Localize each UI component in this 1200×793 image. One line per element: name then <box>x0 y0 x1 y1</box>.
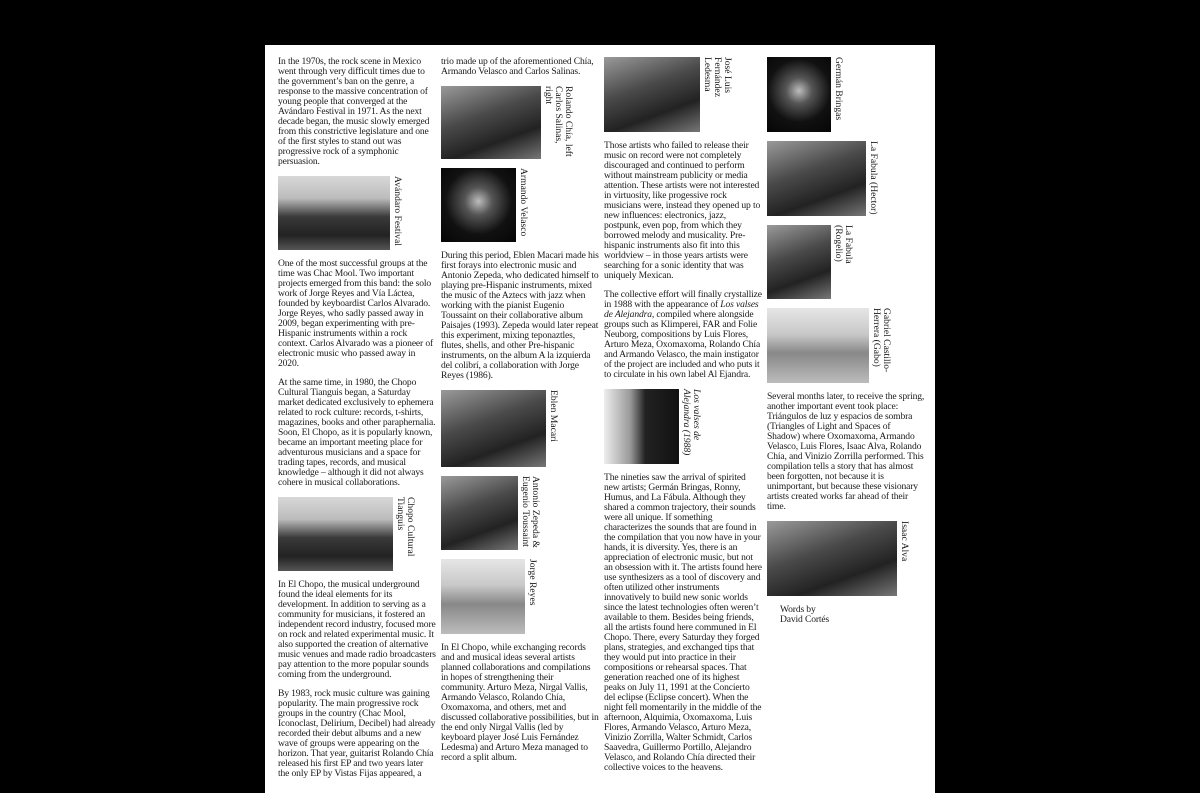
photo-caption: Armando Velasco <box>518 168 529 237</box>
photo-caption: Isaac Alva <box>899 521 910 562</box>
1983-paragraph: By 1983, rock music culture was gaining popularity. The main progressive rock groups in the country (Chac Mool, Iconoclast, Delirium, Decibel) had already recorded their debut albums and a new wave of groups were appearing on the horizon. That year, guitarist Rolando Chía released his first EP and two years later the only EP by Vistas Fijas appeared, a <box>278 688 436 779</box>
chac-mool-paragraph: One of the most successful groups at the time was Chac Mool. Two important projects emerged from this band: the solo work of Jorge Reyes and Vía Láctea, founded by keyboardist Carlos Alvarado. Jorge Reyes, who sadly passed away in 2009, began experimenting with pre-Hispanic instruments within a rock context. Carlos Alvarado was a pioneer of electronic music who passed away in 2020. <box>278 258 434 369</box>
valses-paragraph: The collective effort will finally crystallize in 1988 with the appearance of Los valses de Alejandra, compiled where alongside groups such as Klimperei, FAR and Folie Neuborg, compositions by Luis Flores, Arturo Meza, Oxomaxoma, Rolando Chía and Armando Velasco, the main instigator of the project are included and who puts it to circulate in his own label Al Ejandra. <box>604 289 762 380</box>
photo-caption: Antonio Zepeda & Eugenio Toussaint <box>520 476 541 548</box>
valses-figure <box>604 389 762 464</box>
eblen-zepeda-paragraph: During this period, Eblen Macari made his first forays into electronic music and Antonio Zepeda, who dedicated himself to playing pre-Hispanic instruments, mixed the music of the Aztecs with jazz when working with the pianist Eugenio Toussaint on their collaborative album Paisajes (1993). Zepeda would later repeat this experiment, mixing teponaztles, flutes, shells, and other Pre-hispanic instruments, on the album A la izquierda del colibrí, a collaboration with Jorge Reyes (1986). <box>441 250 599 381</box>
avandaro-festival-photo <box>278 176 390 250</box>
photo-caption: Gabriel Castillo- Herrera (Gabo) <box>871 308 892 373</box>
author-credit: Words by David Cortés <box>780 604 830 625</box>
photo-caption: Avándaro Festival <box>392 176 403 246</box>
photo-caption: Los valses de Alejandra (1988) <box>681 389 702 456</box>
chopo-paragraph: At the same time, in 1980, the Chopo Cultural Tianguis began, a Saturday market dedicated exclusively to ephemera related to rock culture: records, t-shirts, magazines, books and other paraphernalia. Soon, El Chopo, as it is popularly known, became an important meeting place for adventurous musicians and a space for trading tapes, records, and musical knowledge – although it did not always cohere in musical collaborations. <box>278 377 436 488</box>
photo-caption: José Luis Fernández Ledesma <box>702 57 733 97</box>
column-1 <box>278 57 436 779</box>
reyes-figure <box>441 559 599 634</box>
trio-paragraph: trio made up of the aforementioned Chía, Armando Velasco and Carlos Salinas. <box>441 56 594 77</box>
rolando-carlos-photo <box>441 86 541 159</box>
jorge-reyes-photo <box>441 559 525 634</box>
los-valses-album-cover <box>604 389 679 464</box>
photo-caption: Jorge Reyes <box>527 559 538 606</box>
photo-caption: La Fabula (Rogelio) <box>833 225 854 264</box>
gabriel-figure <box>767 308 925 383</box>
jose-figure <box>604 57 762 132</box>
isaac-alva-photo <box>767 521 897 596</box>
artists-paragraph: Those artists who failed to release their music on record were not completely discouraged and continued to perform without mainstream publicity or media attention. These artists were not interested in virtuosity, like progessive rock musicians were, instead they opened up to new influences: electronics, jazz, postpunk, even pop, from which they borrowed melody and musicality. Pre-hispanic instruments also fit into this worldview – in those years artists were searching for a sonic identity that was uniquely Mexican. <box>604 140 761 281</box>
armando-figure <box>441 168 599 242</box>
la-fabula-rogelio-photo <box>767 225 831 299</box>
jose-luis-photo <box>604 57 700 132</box>
la-fabula-hector-photo <box>767 141 866 216</box>
zepeda-figure <box>441 476 599 550</box>
column-2 <box>441 57 599 763</box>
rogelio-figure <box>767 225 925 299</box>
photo-caption: Rolando Chía, left Carlos Salinas, right <box>543 86 574 157</box>
split-album-paragraph: In El Chopo, while exchanging records and and musical ideas several artists planned collaborations and compilations in hopes of strengthening their community. Arturo Meza, Nirgal Vallis, Armando Velasco, Rolando Chía, Oxomaxoma, and others, met and discussed collaborative possibilities, but in the end only Nirgal Vallis (led by keyboard player José Luis Fernández Ledesma) and Arturo Meza managed to record a split album. <box>441 642 599 763</box>
german-bringas-photo <box>767 57 831 132</box>
triangulos-paragraph: Several months later, to receive the spring, another important event took place: Triángulos de luz y espacios de sombra (Triangles of Light and Spaces of Shadow) where Oxomaxoma, Armando Velasco, Luis Flores, Isaac Alva, Rolando Chía, and Vinizio Zorrilla performed. This compilation tells a story that has almost been forgotten, not because it is unimportant, but because these visionary artists created works far ahead of their time. <box>767 391 925 512</box>
column-3 <box>604 57 762 773</box>
zepeda-toussaint-photo <box>441 476 518 550</box>
underground-paragraph: In El Chopo, the musical underground found the ideal elements for its development. In addition to serving as a community for musicians, it fostered an independent record industry, focused more on rock and related experimental music. It also supported the creation of alternative music venues and made radio broadcasters pay attention to the more popular sounds coming from the underground. <box>278 579 436 680</box>
armando-velasco-photo <box>441 168 516 242</box>
album-title: Los valses de Alejandra <box>604 299 759 320</box>
photo-caption: Germán Bringas <box>833 57 844 121</box>
gabriel-castillo-photo <box>767 308 869 383</box>
chopo-tianguis-photo <box>278 497 393 571</box>
isaac-figure <box>767 521 925 596</box>
chopo-figure <box>278 497 436 571</box>
photo-caption: Chopo Cultural Tianguis <box>395 497 416 557</box>
column-4 <box>767 57 925 625</box>
rolando-figure <box>441 86 599 159</box>
eblen-macari-photo <box>441 390 546 467</box>
eblen-figure <box>441 390 599 467</box>
hector-figure <box>767 141 925 216</box>
booklet-page <box>265 45 935 793</box>
nineties-paragraph: The nineties saw the arrival of spirited new artists; Germán Bringas, Ronny, Humus, and La Fábula. Although they shared a common trajectory, their sounds were all unique. If something characterizes the sounds that are found in the compilation that you now have in your hands, it is diversity. Yes, there is an appreciation of electronic music, but not an obsession with it. The artists found here use synthesizers as a tool of discovery and often utilized other instruments innovatively to build new sonic worlds since the latest technologies often weren’t available to them. Besides being friends, all the artists found here communed in El Chopo. There, every Saturday they forged plans, strategies, and exchanged tips that they would put into practice in their compositions or rehearsal spaces. That generation reached one of its highest peaks on July 11, 1991 at the Concierto del eclipse (Eclipse concert). When the night fell momentarily in the middle of the afternoon, Alquimia, Oxomaxoma, Luis Flores, Armando Velasco, Arturo Meza, Vinizio Zorrilla, Walter Schmidt, Carlos Saavedra, Guillermo Portillo, Alejandro Velasco, and Rolando Chía directed their collective voices to the heavens. <box>604 472 762 773</box>
german-figure <box>767 57 925 132</box>
photo-caption: Eblen Macari <box>548 390 559 442</box>
intro-paragraph: In the 1970s, the rock scene in Mexico went through very difficult times due to the government’s ban on the genre, a response to the massive concentration of young people that converged at the Avándaro Festival in 1971. As the next decade began, the music slowly emerged from this constrictive legislature and one of the first styles to stand out was progressive rock of a symphonic persuasion. <box>278 56 430 167</box>
photo-caption: La Fabula (Hector) <box>868 141 879 215</box>
avandaro-figure <box>278 176 436 250</box>
